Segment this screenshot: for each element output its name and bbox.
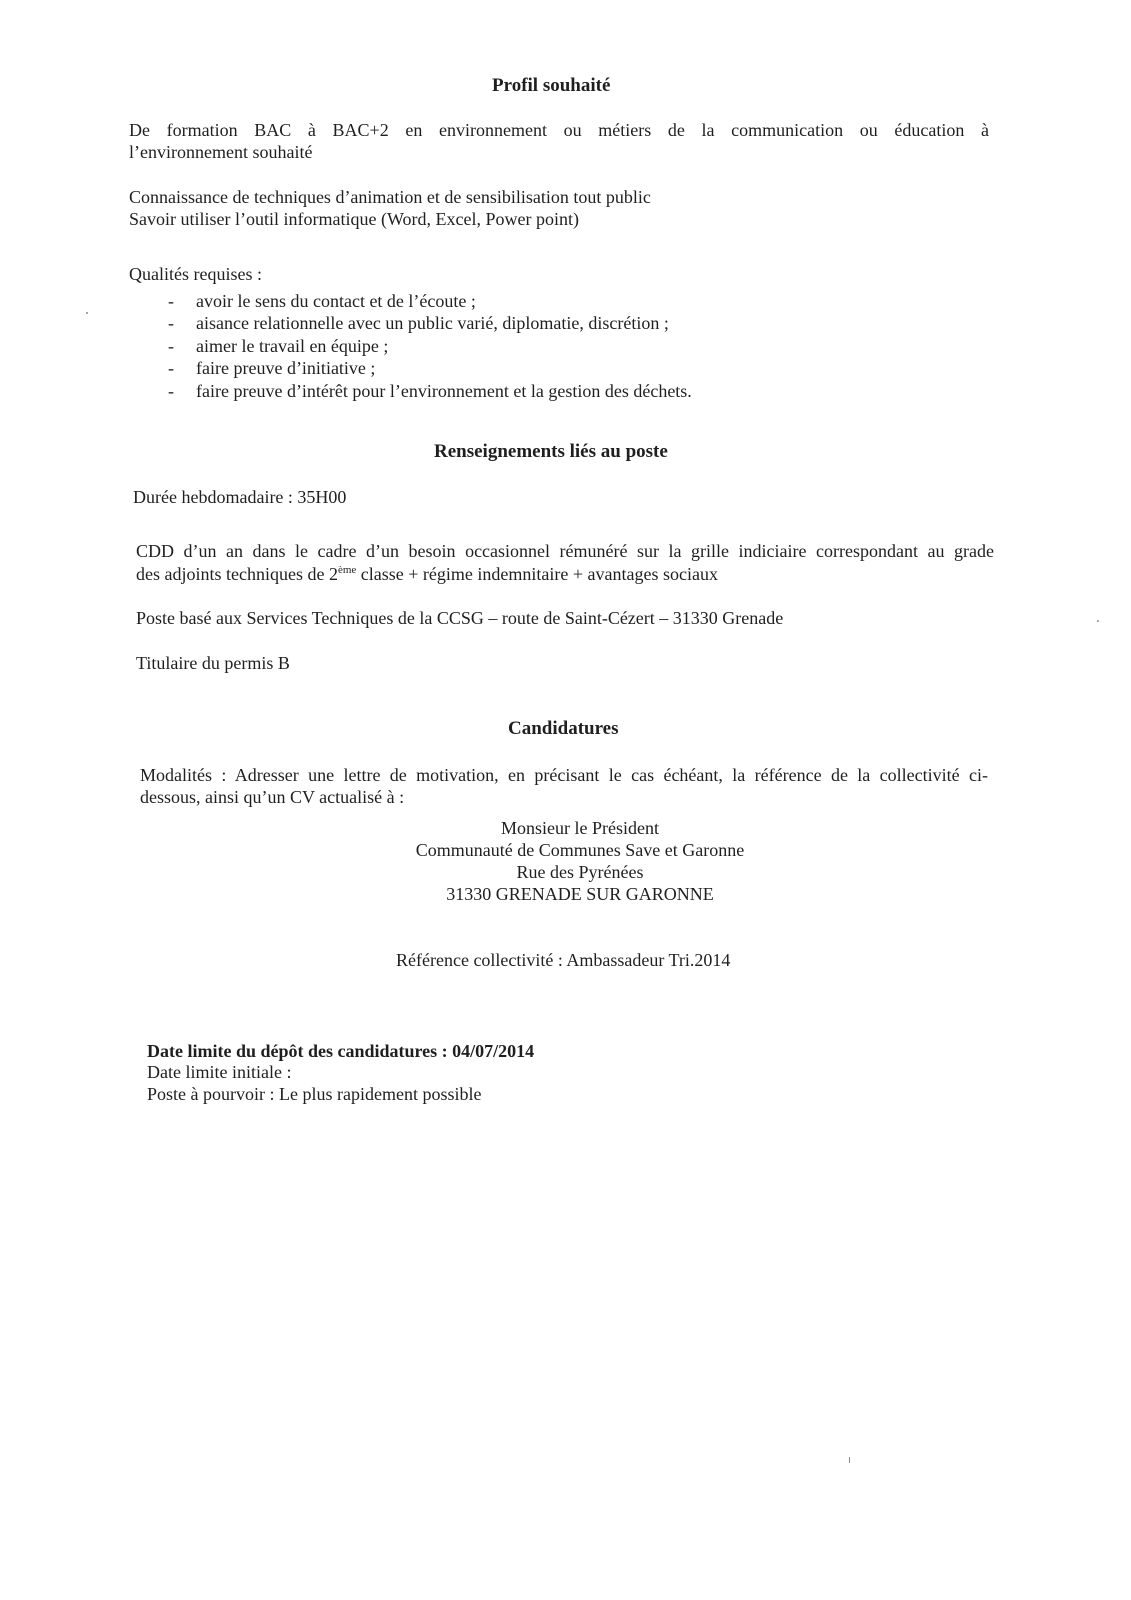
list-item — [168, 335, 692, 357]
bullet-marker: - — [168, 291, 174, 311]
qualite-text: avoir le sens du contact et de l’écoute ; — [196, 291, 476, 311]
address-line: Rue des Pyrénées — [516, 862, 644, 882]
qualites-label: Qualités requises : — [129, 264, 262, 284]
qualite-text: faire preuve d’initiative ; — [196, 358, 376, 379]
cdd-line-2-start: des adjoints techniques de 2 — [136, 564, 338, 584]
renseignements-heading: Renseignements liés au poste — [434, 441, 668, 462]
address-line: Communauté de Communes Save et Garonne — [415, 840, 745, 860]
list-item — [168, 312, 692, 334]
qualite-text: aimer le travail en équipe ; — [196, 335, 389, 356]
date-initiale-line: Date limite initiale : — [147, 1062, 292, 1082]
poste-pourvoir-line: Poste à pourvoir : Le plus rapidement possible — [147, 1084, 482, 1104]
list-item — [168, 290, 692, 312]
modalites-line-2: dessous, ainsi qu’un CV actualisé à : — [140, 787, 405, 807]
profil-heading: Profil souhaité — [492, 75, 611, 96]
permis-line: Titulaire du permis B — [136, 653, 290, 673]
reference-line: Référence collectivité : Ambassadeur Tri.2014 — [396, 950, 731, 970]
address-block — [370, 817, 790, 905]
list-item — [168, 357, 692, 379]
bullet-marker: - — [168, 380, 174, 401]
formation-line-1: De formation BAC à BAC+2 en environnement ou métiers de la communication ou éducation à — [129, 120, 989, 140]
bullet-marker: - — [168, 335, 174, 356]
cdd-line-2 — [136, 563, 718, 585]
scan-speck — [849, 1457, 850, 1463]
bullet-marker: - — [168, 358, 174, 379]
address-line: 31330 GRENADE SUR GARONNE — [446, 884, 714, 904]
scan-speck — [86, 312, 88, 314]
cdd-ordinal-suffix: ème — [337, 564, 357, 576]
informatique-line: Savoir utiliser l’outil informatique (Word, Excel, Power point) — [129, 209, 579, 229]
cdd-line-2-end: classe + régime indemnitaire + avantages sociaux — [356, 564, 718, 584]
qualites-list — [168, 290, 692, 402]
duree-line: Durée hebdomadaire : 35H00 — [133, 487, 347, 507]
list-item — [168, 380, 692, 402]
formation-line-2: l’environnement souhaité — [129, 142, 313, 162]
scan-speck — [1097, 620, 1099, 622]
date-limite-line: Date limite du dépôt des candidatures : 04/07/2014 — [147, 1041, 535, 1061]
candidatures-heading: Candidatures — [508, 718, 619, 739]
modalites-line-1: Modalités : Adresser une lettre de motivation, en précisant le cas échéant, la référence de la collectivité ci- — [140, 765, 988, 785]
address-line: Monsieur le Président — [501, 818, 659, 838]
poste-base-line: Poste basé aux Services Techniques de la CCSG – route de Saint-Cézert – 31330 Grenade — [136, 608, 784, 628]
connaissance-line: Connaissance de techniques d’animation et de sensibilisation tout public — [129, 187, 651, 207]
bullet-marker: - — [168, 313, 174, 334]
cdd-line-1: CDD d’un an dans le cadre d’un besoin occasionnel rémunéré sur la grille indiciaire correspondant au grade — [136, 541, 994, 561]
qualite-text: aisance relationnelle avec un public varié, diplomatie, discrétion ; — [196, 313, 669, 334]
qualite-text: faire preuve d’intérêt pour l’environnement et la gestion des déchets. — [196, 380, 692, 401]
